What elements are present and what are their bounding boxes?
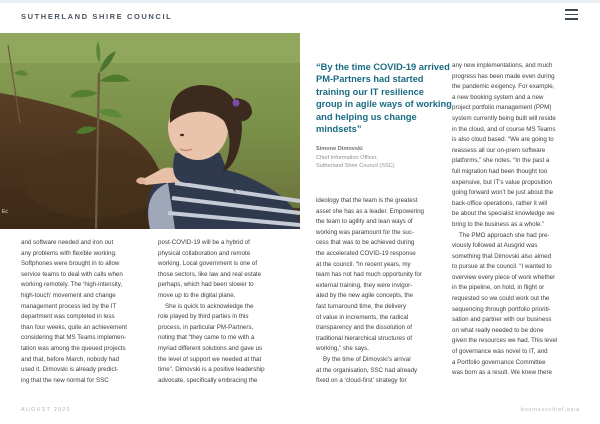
pull-quote: “By the time COVID-19 arrived PM-Partners had started training our IT resilience group in agile ways of working and helping us change mindsets” [316,62,452,135]
column-1-line: tation was among the queued projects [21,344,126,352]
issue-date: AUGUST 2020 [21,407,71,413]
svg-text:Ec: Ec [2,209,8,215]
column-2-line: post-COVID-19 will be a hybrid of [158,239,250,246]
column-2-line: role played by third parties in this [158,313,249,321]
column-4-line: the pandemic exigency. For example, [452,83,555,91]
column-2-line: myriad different solutions and gave us [158,344,263,352]
article-column-2 [158,238,286,386]
column-3-line: fast turnaround time, the delivery [316,302,407,310]
column-4-line: back-office operations, rather it will [452,199,548,207]
column-4-line: on what really needed to be done [452,326,544,334]
column-3-line: at the organisation, SSC had already [316,366,418,374]
publication-section-title: SUTHERLAND SHIRE COUNCIL [21,12,173,21]
article-column-1 [21,238,145,386]
column-1-line: high-touch’ movement and change [21,291,116,299]
column-2-line: perhaps, which had been slower to [158,281,254,289]
column-4-line: to pursue at the council. “I wanted to [452,263,552,271]
column-2-line: those sectors, like law and real estate [158,270,262,278]
column-4-line: going forward won’t be just about the [452,189,554,197]
column-2-line: time”. Dimovski is a positive leadership [158,366,265,374]
column-4-line: progress has been made even during [452,72,555,80]
column-3-line: traditional hierarchical structures of [316,334,412,342]
column-3-line: at the council. “In recent years, my [316,260,411,268]
column-4-line: bring to the business as a whole.” [452,220,545,228]
column-3-line: By the time of Dimovski’s arrival [323,355,411,363]
column-1-line: any problems with flexible working. [21,249,117,257]
column-4-line: was born as a result. We knew there [452,369,552,377]
column-4-line: reassess all our on-prem software [452,146,546,154]
article-column-4 [452,61,582,379]
column-2-line: physical collaboration and remote [158,249,251,257]
column-4-line: something that Dimovski also aimed [452,252,552,260]
column-1-line: used it. Dimovski is already predict- [21,366,119,374]
article-photo [0,33,300,229]
column-2-line: noting that “they came to me with a [158,334,255,342]
column-1-line: and that, before March, nobody had [21,355,120,363]
column-1-line: service teams to deal with calls when [21,270,123,278]
column-1-line: considering that MS Teams implemen- [21,334,127,342]
column-3-line: external training, they were invigor- [316,281,413,289]
column-3-line: asset she has as a leader. Empowering [316,207,424,215]
column-1-line: Softphones were brought in to allow [21,260,120,268]
column-4-line: platforms,” she notes. “In the past a [452,157,550,165]
column-3-line: working,” she says. [316,345,369,353]
attribution-role: Chief Information Officer, [316,154,378,161]
column-1-line: than four weeks, quite an achievement [21,323,127,331]
column-4-line: given the resources we had. This level [452,337,558,345]
attribution-org: Sutherland Shire Council (SSC) [316,163,395,170]
column-2-line: the level of support we needed at that [158,355,262,363]
column-3-line: ated by the new agile concepts, the [316,292,414,300]
column-4-line: in the pipeline, on hold, in flight or [452,284,545,292]
page-header [0,0,600,32]
column-3-line: the accelerated COVID-19 response [316,249,416,257]
column-3-line: cess that was to be achieved during [316,239,415,247]
column-4-line: in the cloud, and of course MS Teams [452,125,556,133]
quote-attribution [316,145,452,171]
column-3-line: working was paramount for the suc- [316,228,415,236]
column-2-line: advocate, specifically embracing the [158,376,258,384]
photo-girl-planting-tree [0,33,300,229]
column-4-line: a Portfolio governance Committee [452,358,546,366]
column-3-line: of value in increments, the radical [316,313,409,321]
column-4-line: full migration had been thought too [452,167,548,175]
column-2-line: process, in particular PM-Partners, [158,323,254,331]
article-column-3 [316,196,446,387]
column-4-line: be about the specialist knowledge we [452,210,555,218]
column-4-line: expensive, but IT’s value proposition [452,178,552,186]
column-4-line: requested so we could work out the [452,295,550,303]
column-3-line: ideology that the team is the greatest [316,197,418,204]
column-4-line: is also cloud based. “We are going to [452,136,554,144]
column-4-line: any new implementations, and much [452,62,553,69]
column-4-line: viously followed at Ausgrid was [452,242,538,250]
column-1-line: and software needed and iron out [21,239,114,246]
column-4-line: The PMO approach she had pre- [459,231,550,239]
column-2-line: working. Local government is one of [158,260,258,268]
column-4-line: sation and partner with our business [452,316,552,324]
column-3-line: fixed on a ‘cloud-first’ strategy for [316,377,407,385]
hamburger-menu-icon[interactable] [565,9,578,20]
column-4-line: a new booking system and a new [452,93,544,101]
column-3-line: transparency and the dissolution of [316,324,412,332]
column-3-line: the team to agility and lean ways of [316,218,413,226]
column-4-line: system currently being built will reside [452,114,556,122]
attribution-name: Simone Dimovski [316,146,363,152]
column-4-line: of governance was novel to IT, and [452,348,548,356]
column-2-line: She is quick to acknowledge the [165,302,254,310]
column-3-line: team has not had much opportunity for [316,271,422,279]
column-2-line: move up to the digital plane. [158,291,236,299]
column-4-line: project portfolio management (PPM) [452,104,552,112]
column-1-line: working remotely. The ‘high-intensity, [21,281,123,289]
column-4-line: sequencing through portfolio prioriti- [452,305,551,313]
column-1-line: department was completed in less [21,313,115,321]
column-1-line: ing that the new normal for SSC [21,376,109,384]
column-4-line: overview every piece of work whether [452,273,556,281]
website-link[interactable]: businesschief.asia [520,407,580,413]
column-1-line: management process led by the IT [21,302,117,310]
